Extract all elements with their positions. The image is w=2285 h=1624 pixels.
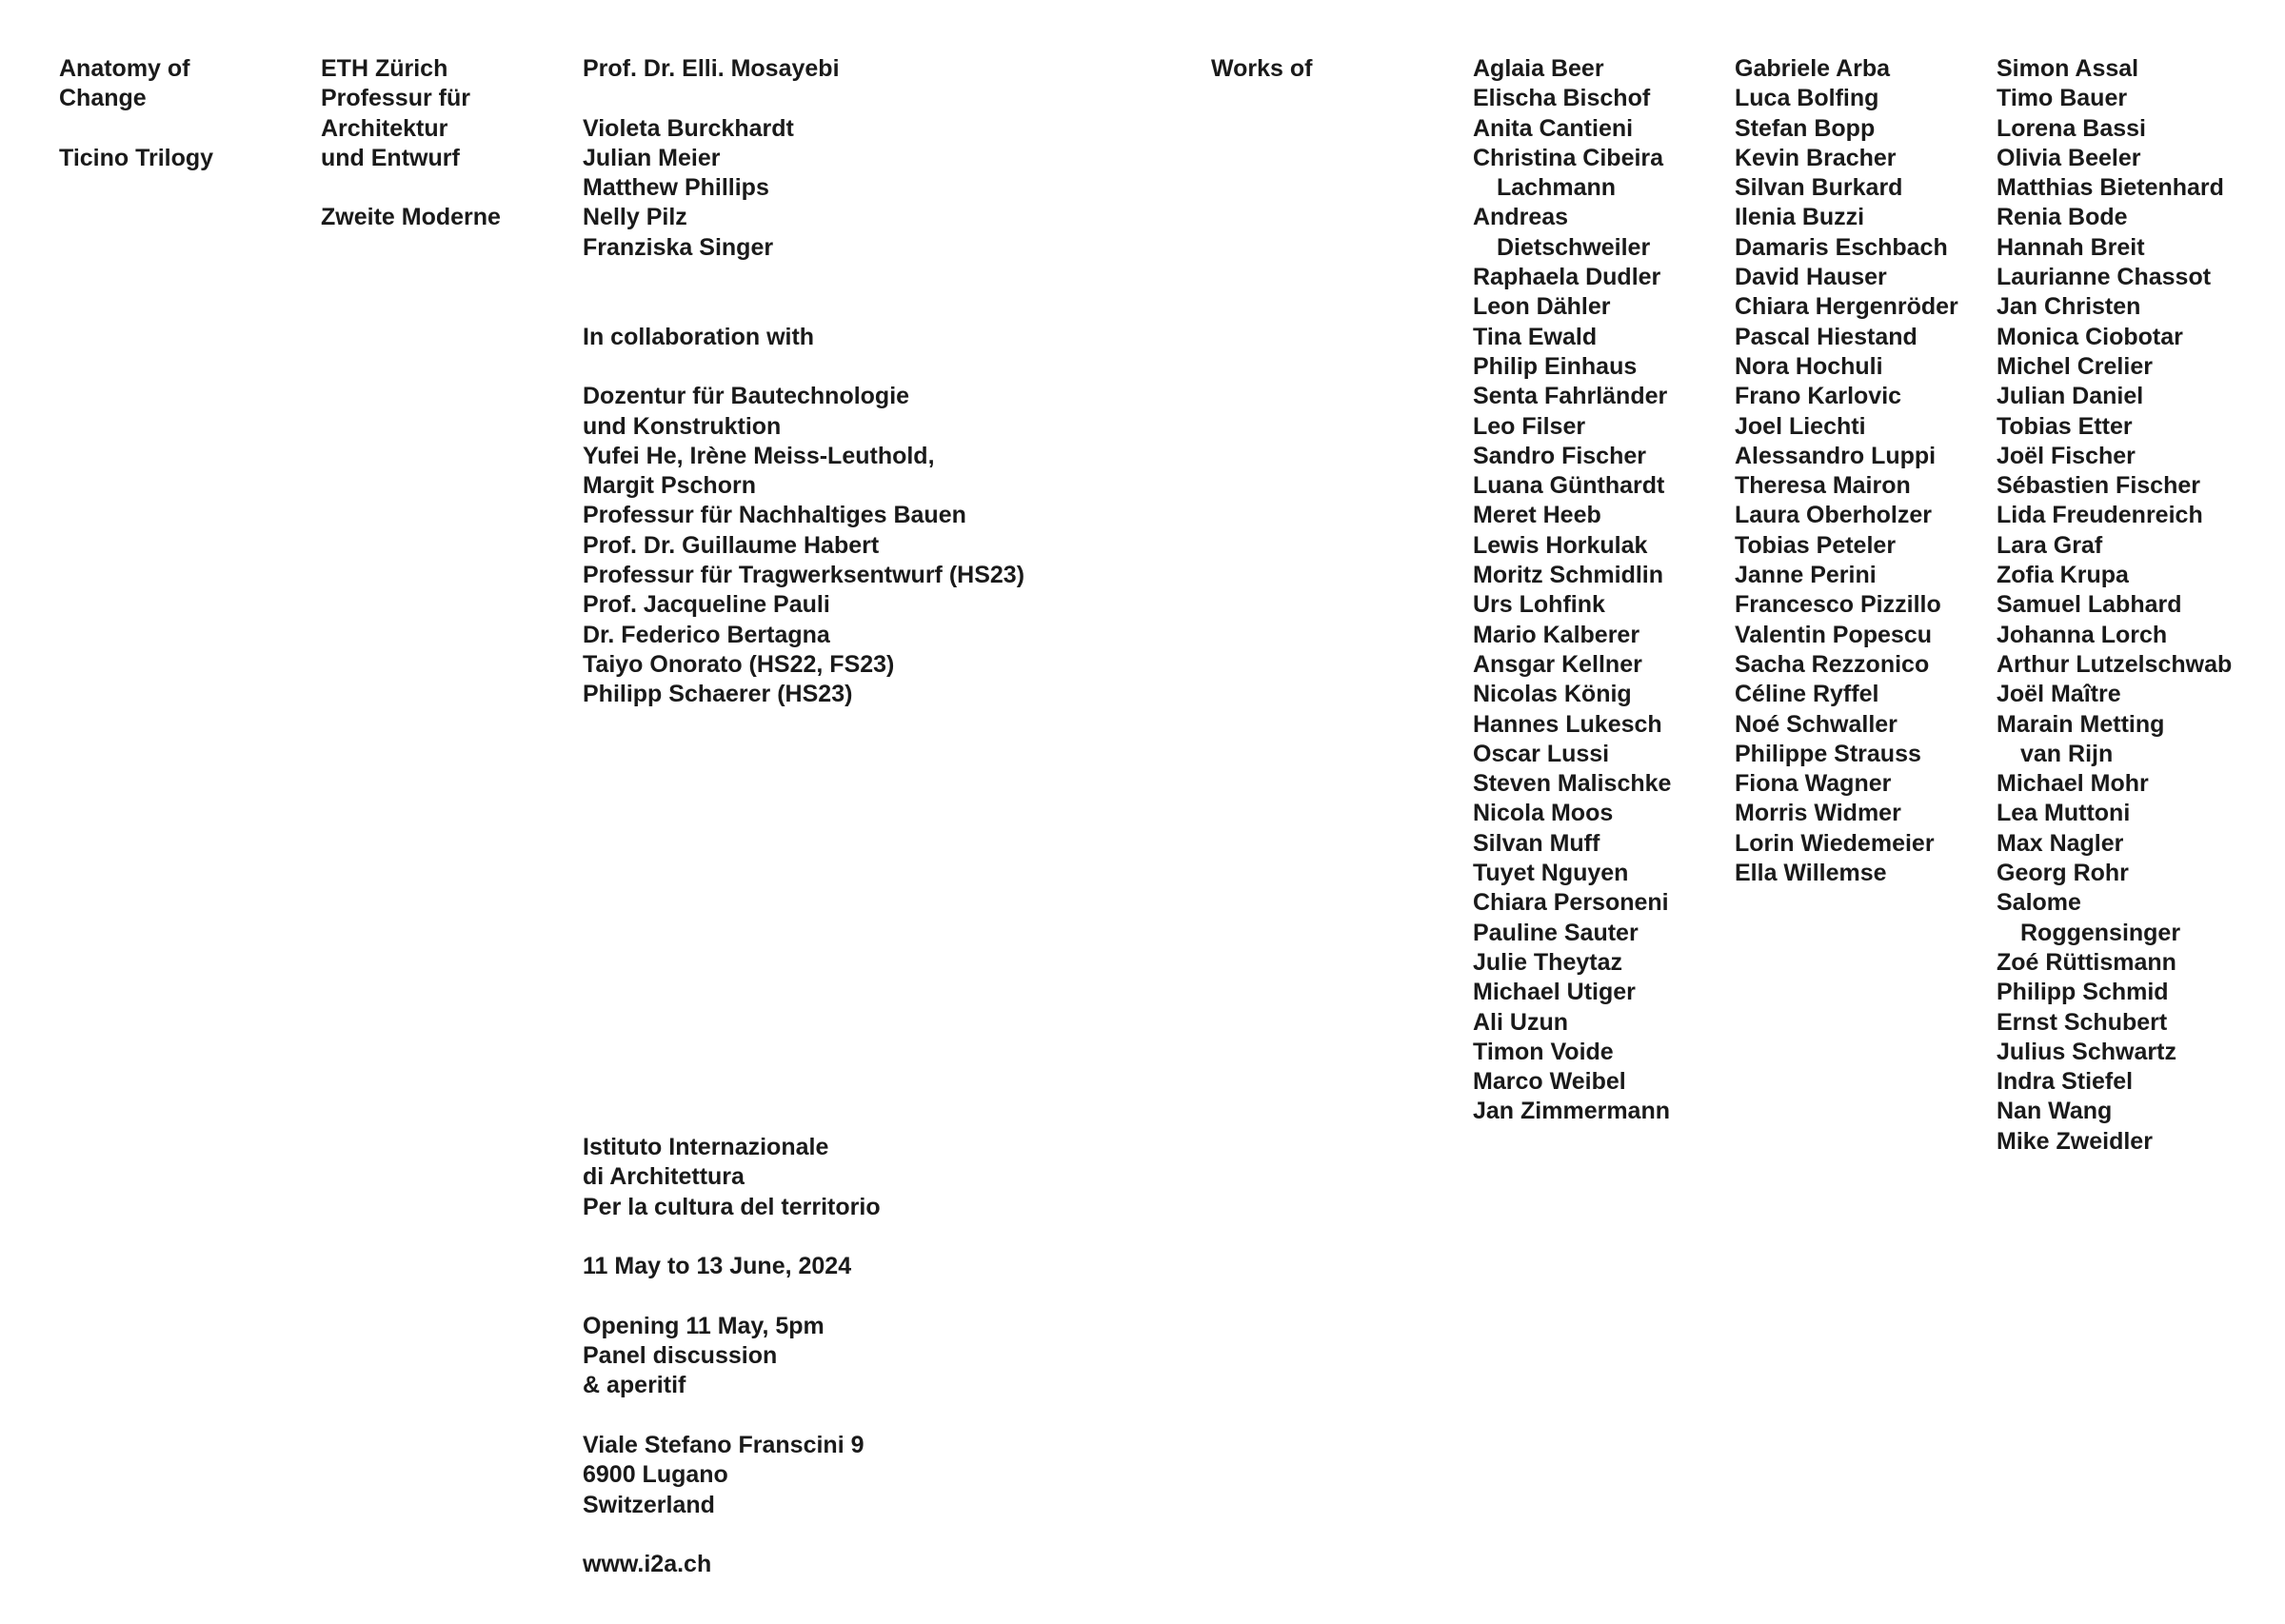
credits-block — [583, 54, 1202, 710]
student-name: Tobias Peteler — [1735, 531, 1897, 559]
student-name: Marco Weibel — [1473, 1068, 1626, 1096]
team-member: Nelly Pilz — [583, 204, 687, 231]
student-name: Salome — [1997, 889, 2081, 917]
student-name: Christina Cibeira — [1473, 144, 1664, 171]
student-name: Julian Daniel — [1997, 383, 2144, 410]
student-names-column-2 — [1735, 54, 1992, 888]
student-name: Indra Stiefel — [1997, 1068, 2134, 1096]
student-name: Lewis Horkulak — [1473, 531, 1648, 559]
student-name-continuation: van Rijn — [2020, 740, 2114, 767]
student-name: Oscar Lussi — [1473, 740, 1610, 767]
student-name: Matthias Bietenhard — [1997, 174, 2224, 202]
student-name: Urs Lohfink — [1473, 591, 1605, 619]
student-name: Frano Karlovic — [1735, 383, 1902, 410]
student-name: Steven Malischke — [1473, 770, 1672, 798]
opening-line: & aperitif — [583, 1372, 686, 1399]
exhibition-title-line-2: Change — [59, 85, 147, 112]
student-name: Silvan Burkard — [1735, 174, 1903, 202]
student-name-continuation: Dietschweiler — [1497, 233, 1651, 261]
collaborator-line: Dozentur für Bautechnologie — [583, 383, 910, 410]
student-name: Joël Fischer — [1997, 442, 2136, 469]
student-name: Georg Rohr — [1997, 860, 2129, 887]
student-name: Ilenia Buzzi — [1735, 204, 1865, 231]
student-name: Pauline Sauter — [1473, 919, 1639, 946]
student-names-column-1 — [1473, 54, 1730, 1127]
student-name: David Hauser — [1735, 264, 1887, 291]
student-name: Ansgar Kellner — [1473, 650, 1642, 678]
collaborator-line: Dr. Federico Bertagna — [583, 621, 830, 648]
website-link[interactable]: www.i2a.ch — [583, 1551, 712, 1578]
student-name: Leo Filser — [1473, 412, 1586, 440]
student-name: Joel Liechti — [1735, 412, 1866, 440]
student-name: Janne Perini — [1735, 562, 1877, 589]
student-name: Ali Uzun — [1473, 1008, 1568, 1036]
student-name: Max Nagler — [1997, 829, 2124, 857]
student-name: Nan Wang — [1997, 1098, 2113, 1125]
student-name: Marain Metting — [1997, 710, 2165, 738]
collaborator-line: Prof. Jacqueline Pauli — [583, 591, 830, 619]
student-name: Sébastien Fischer — [1997, 472, 2200, 500]
student-name: Nicola Moos — [1473, 800, 1614, 827]
student-name: Elischa Bischof — [1473, 85, 1651, 112]
student-name: Joël Maître — [1997, 681, 2121, 708]
student-name: Philipp Schmid — [1997, 979, 2169, 1006]
collaborator-line: Prof. Dr. Guillaume Habert — [583, 531, 880, 559]
student-names-column-3 — [1997, 54, 2282, 1157]
student-name: Monica Ciobotar — [1997, 323, 2183, 350]
student-name: Zofia Krupa — [1997, 562, 2129, 589]
student-name: Lorena Bassi — [1997, 114, 2147, 142]
student-name: Hannes Lukesch — [1473, 710, 1662, 738]
student-name: Valentin Popescu — [1735, 621, 1933, 648]
student-name: Noé Schwaller — [1735, 710, 1898, 738]
student-name: Luca Bolfing — [1735, 85, 1879, 112]
student-name: Laura Oberholzer — [1735, 502, 1932, 529]
student-name: Jan Zimmermann — [1473, 1098, 1671, 1125]
student-name: Nicolas König — [1473, 681, 1632, 708]
team-member: Matthew Phillips — [583, 174, 769, 202]
student-name: Leon Dähler — [1473, 293, 1611, 321]
student-name: Mario Kalberer — [1473, 621, 1640, 648]
team-member: Violeta Burckhardt — [583, 114, 794, 142]
student-name: Kevin Bracher — [1735, 144, 1897, 171]
student-name: Tobias Etter — [1997, 412, 2133, 440]
student-name: Hannah Breit — [1997, 233, 2145, 261]
student-name: Timo Bauer — [1997, 85, 2128, 112]
student-name: Lea Muttoni — [1997, 800, 2131, 827]
student-name: Simon Assal — [1997, 55, 2139, 82]
student-name: Timon Voide — [1473, 1038, 1614, 1065]
student-name: Stefan Bopp — [1735, 114, 1876, 142]
student-name: Michael Utiger — [1473, 979, 1636, 1006]
student-name: Theresa Mairon — [1735, 472, 1911, 500]
student-name: Moritz Schmidlin — [1473, 562, 1663, 589]
venue-name-line: Per la cultura del territorio — [583, 1193, 881, 1220]
exhibition-subtitle: Ticino Trilogy — [59, 144, 214, 171]
collaboration-heading: In collaboration with — [583, 323, 815, 350]
collaborator-line: Professur für Nachhaltiges Bauen — [583, 502, 966, 529]
student-name: Ernst Schubert — [1997, 1008, 2168, 1036]
student-name: Zoé Rüttismann — [1997, 948, 2176, 976]
venue-name-line: Istituto Internazionale — [583, 1134, 829, 1160]
team-member: Julian Meier — [583, 144, 721, 171]
venue-name-line: di Architettura — [583, 1163, 745, 1191]
student-name: Meret Heeb — [1473, 502, 1601, 529]
student-name: Raphaela Dudler — [1473, 264, 1661, 291]
student-name: Fiona Wagner — [1735, 770, 1892, 798]
student-name: Silvan Muff — [1473, 829, 1600, 857]
student-name: Nora Hochuli — [1735, 352, 1883, 380]
collaborator-line: Taiyo Onorato (HS22, FS23) — [583, 650, 895, 678]
institution-line: Architektur — [321, 114, 448, 142]
student-name: Johanna Lorch — [1997, 621, 2168, 648]
opening-line: Panel discussion — [583, 1342, 778, 1370]
program-name: Zweite Moderne — [321, 204, 501, 231]
team-member: Franziska Singer — [583, 233, 774, 261]
collaborator-line: Philipp Schaerer (HS23) — [583, 681, 853, 708]
address-line: Viale Stefano Franscini 9 — [583, 1431, 864, 1458]
student-name: Philip Einhaus — [1473, 352, 1638, 380]
collaborator-line: Yufei He, Irène Meiss-Leuthold, — [583, 442, 935, 469]
student-name: Tuyet Nguyen — [1473, 860, 1629, 887]
opening-line: Opening 11 May, 5pm — [583, 1312, 825, 1339]
student-name: Lida Freudenreich — [1997, 502, 2203, 529]
student-name: Philippe Strauss — [1735, 740, 1921, 767]
student-name: Morris Widmer — [1735, 800, 1901, 827]
student-name: Mike Zweidler — [1997, 1127, 2153, 1155]
student-name: Jan Christen — [1997, 293, 2141, 321]
student-name: Anita Cantieni — [1473, 114, 1634, 142]
student-name: Aglaia Beer — [1473, 55, 1604, 82]
exhibition-title-block — [59, 54, 297, 173]
student-name: Chiara Personeni — [1473, 889, 1669, 917]
address-line: Switzerland — [583, 1491, 715, 1518]
address-line: 6900 Lugano — [583, 1461, 728, 1489]
student-name: Tina Ewald — [1473, 323, 1598, 350]
collaborator-line: und Konstruktion — [583, 412, 782, 440]
student-name: Ella Willemse — [1735, 860, 1887, 887]
student-name: Laurianne Chassot — [1997, 264, 2212, 291]
collaborator-line: Margit Pschorn — [583, 472, 756, 500]
institution-block — [321, 54, 559, 233]
student-name: Damaris Eschbach — [1735, 233, 1948, 261]
institution-line: ETH Zürich — [321, 55, 448, 82]
student-name: Chiara Hergenröder — [1735, 293, 1958, 321]
student-name: Alessandro Luppi — [1735, 442, 1937, 469]
works-heading-block — [1211, 54, 1449, 84]
student-name: Olivia Beeler — [1997, 144, 2141, 171]
student-name: Francesco Pizzillo — [1735, 591, 1941, 619]
student-name: Pascal Hiestand — [1735, 323, 1917, 350]
student-name: Arthur Lutzelschwab — [1997, 650, 2233, 678]
student-name-continuation: Lachmann — [1497, 174, 1617, 202]
student-name: Michel Crelier — [1997, 352, 2153, 380]
exhibition-title-line-1: Anatomy of — [59, 55, 190, 82]
student-name: Senta Fahrländer — [1473, 383, 1668, 410]
student-name: Samuel Labhard — [1997, 591, 2182, 619]
student-name: Julie Theytaz — [1473, 948, 1622, 976]
student-name-continuation: Roggensinger — [2020, 919, 2181, 946]
institution-line: und Entwurf — [321, 144, 460, 171]
student-name: Andreas — [1473, 204, 1569, 231]
collaborator-line: Professur für Tragwerksentwurf (HS23) — [583, 562, 1025, 589]
student-name: Céline Ryffel — [1735, 681, 1879, 708]
venue-block — [583, 1133, 1202, 1579]
professor-name: Prof. Dr. Elli. Mosayebi — [583, 55, 840, 82]
student-name: Renia Bode — [1997, 204, 2128, 231]
student-name: Michael Mohr — [1997, 770, 2149, 798]
works-heading: Works of — [1211, 55, 1313, 82]
exhibition-dates: 11 May to 13 June, 2024 — [583, 1253, 852, 1280]
student-name: Lara Graf — [1997, 531, 2103, 559]
institution-line: Professur für — [321, 85, 470, 112]
student-name: Julius Schwartz — [1997, 1038, 2176, 1065]
student-name: Gabriele Arba — [1735, 55, 1891, 82]
student-name: Luana Günthardt — [1473, 472, 1665, 500]
student-name: Sandro Fischer — [1473, 442, 1646, 469]
student-name: Lorin Wiedemeier — [1735, 829, 1935, 857]
student-name: Sacha Rezzonico — [1735, 650, 1930, 678]
